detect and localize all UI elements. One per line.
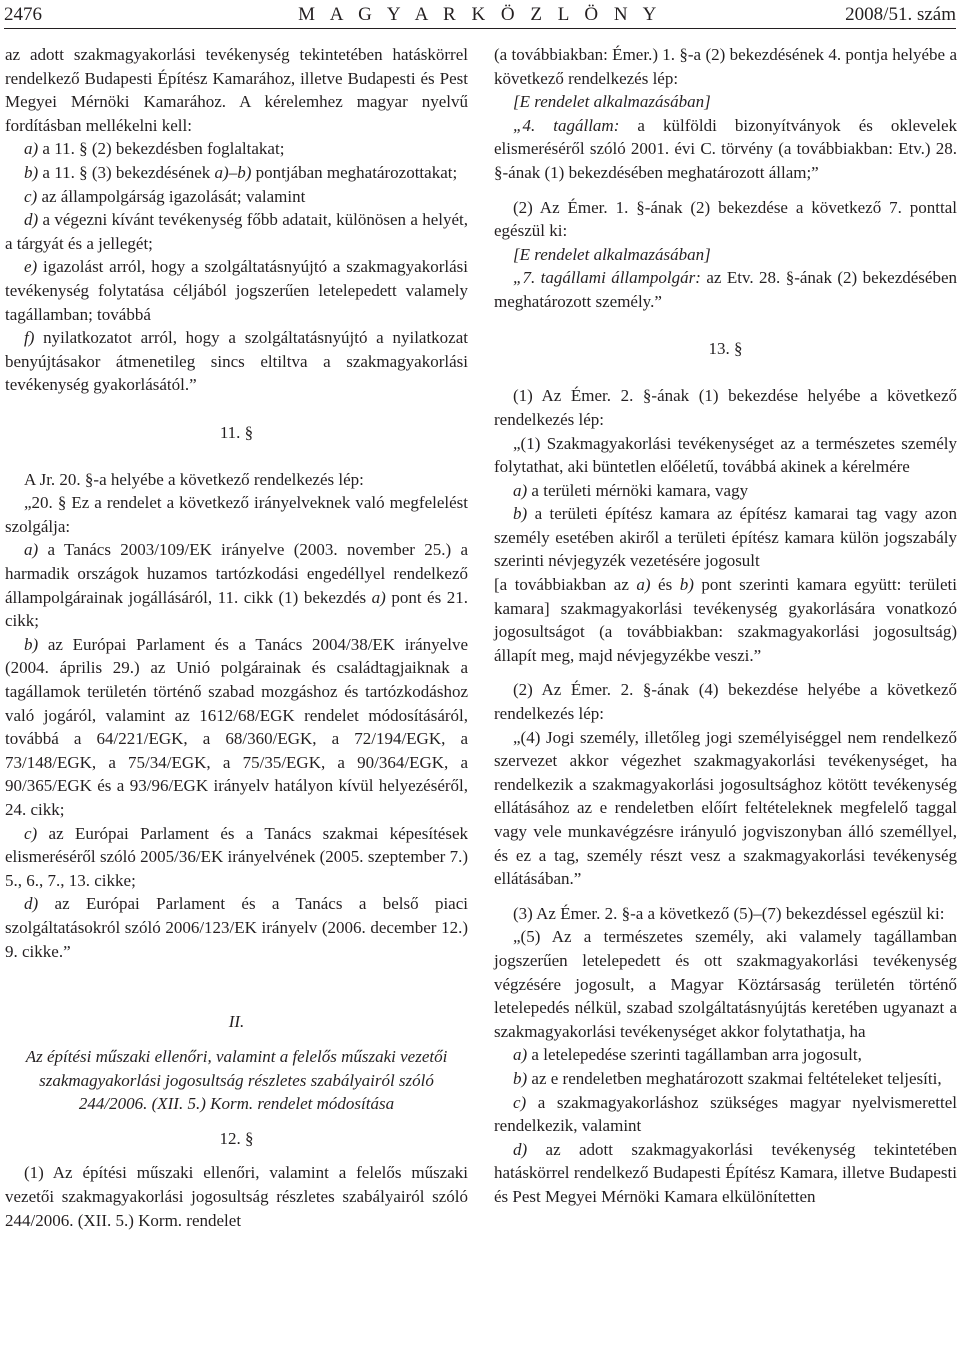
bracket-note: [E rendelet alkalmazásában] <box>513 244 711 264</box>
item-text: az Európai Parlament és a Tanács szakmai képesítések elismeréséről szóló 2005/36/EK irányelvének (2005. szeptember 7.) 5., 6., 7., 13. cikke; <box>5 823 468 890</box>
item-text: az e rendeletben meghatározott szakmai feltételeket teljesíti, <box>527 1068 942 1088</box>
list-item <box>494 1091 957 1138</box>
list-item <box>5 208 468 255</box>
paragraph: „(5) Az a természetes személy, aki valamely tagállamban jogszerűen letelepedett és ott szakmagyakorlási tevékenység végzésére jogosult, a Magyar Köztársaság területén történő letelepedés nélkül, szabad szolgáltatásnyújtás keretében ugyanazt a szakmagyakorlási tevékenységet akkor folytathatja, ha <box>494 927 957 1041</box>
list-item <box>5 633 468 822</box>
paragraph <box>494 266 957 313</box>
item-letter: f) <box>24 328 35 348</box>
paragraph: (1) Az Émer. 2. §-ának (1) bekezdése helyébe a következő rendelkezés lép: <box>494 386 957 429</box>
paragraph: (1) Az építési műszaki ellenőri, valamint a felelős műszaki vezetői szakmagyakorlási jogosultság részletes szabályairól szóló 244/2006. (XII. 5.) Korm. rendelet <box>5 1163 468 1230</box>
item-ref: a) <box>371 587 386 607</box>
item-ref: a)–b) <box>214 162 252 182</box>
item-letter: c) <box>24 186 38 206</box>
page-number: 2476 <box>4 4 42 25</box>
list-item <box>5 892 468 963</box>
section-heading: 11. § <box>219 422 254 442</box>
item-letter: b) <box>513 1068 528 1088</box>
item-text: pont és 21. cikk; <box>5 587 468 631</box>
paragraph <box>494 573 957 667</box>
item-text: pont szerinti kamara együtt: területi kamara] szakmagyakorlási tevékenység gyakorlására vonatkozó jogosultságot (a továbbiakban: szakmagyakorlási jogosultság) állapít meg, majd névjegyzékbe veszi.” <box>494 575 957 665</box>
list-item <box>5 185 468 209</box>
item-letter: b) <box>513 504 528 524</box>
item-text: pontjában meghatározottakat; <box>251 162 458 182</box>
item-letter: d) <box>24 210 39 230</box>
item-text: a területi építész kamara az építész kamarai tag vagy azon személy esetében akiről a területi építész kamara külön jogszabály szerinti névjegyzék vezetésére jogosult <box>494 504 957 571</box>
item-text: az Etv. 28. §-ának (2) bekezdésében meghatározott személy.” <box>494 268 957 311</box>
list-item <box>5 161 468 185</box>
paragraph: az adott szakmagyakorlási tevékenység tekintetében hatáskörrel rendelkező Budapesti Építész Kamarához, illetve Budapesti és Pest Megyei Mérnöki Kamarához. A kérelemhez magyar nyelvű fordításban mellékelni kell: <box>5 45 468 135</box>
paragraph: A Jr. 20. §-a helyébe a következő rendelkezés lép: <box>24 469 364 489</box>
item-text: a külföldi bizonyítványok és oklevelek elismeréséről szóló 2001. évi C. törvény (a továbbiakban: Etv.) 28. §-ának (1) bekezdésében meghatározott állam;” <box>494 115 958 182</box>
section-heading: 12. § <box>219 1128 254 1148</box>
item-text: a területi mérnöki kamara, vagy <box>527 480 749 500</box>
item-text: a 11. § (3) bekezdésének <box>38 162 215 182</box>
list-item <box>494 1067 957 1091</box>
list-item <box>5 822 468 893</box>
left-column <box>5 43 468 1232</box>
chapter-heading: II. <box>228 1012 245 1032</box>
paragraph: (3) Az Émer. 2. §-a a következő (5)–(7) bekezdéssel egészül ki: <box>513 903 945 923</box>
paragraph: „20. § Ez a rendelet a következő irányelveknek való megfelelést szolgálja: <box>5 493 468 536</box>
list-item <box>494 502 957 573</box>
item-text: az adott szakmagyakorlási tevékenység tekintetében hatáskörrel rendelkező Budapesti Építész Kamara, illetve Budapesti és Pest Megyei Mérnöki Kamara elkülönítetten <box>494 1139 957 1206</box>
item-letter: d) <box>24 894 39 914</box>
paragraph <box>494 114 957 185</box>
defined-term: „4. tagállam: <box>513 115 620 135</box>
item-letter: a) <box>24 540 39 560</box>
item-letter: a) <box>24 139 39 159</box>
item-text: a 11. § (2) bekezdésben foglaltakat; <box>38 139 285 159</box>
list-item <box>494 1043 957 1067</box>
section-heading: 13. § <box>708 339 743 359</box>
list-item <box>494 479 957 503</box>
paragraph: (a továbbiakban: Émer.) 1. §-a (2) bekezdésének 4. pontja helyébe a következő rendelkezés lép: <box>494 45 957 88</box>
item-ref: b) <box>679 575 694 595</box>
defined-term: „7. tagállami állampolgár: <box>513 268 701 288</box>
item-letter: b) <box>24 634 39 654</box>
item-letter: d) <box>513 1139 528 1159</box>
item-text: a letelepedése szerinti tagállamban arra jogosult, <box>527 1045 862 1065</box>
paragraph: (2) Az Émer. 2. §-ának (4) bekezdése helyébe a következő rendelkezés lép: <box>494 680 957 724</box>
item-text: az Európai Parlament és a Tanács 2004/38/EK irányelve (2004. április 29.) az Unió polgárainak és családtagjaiknak a tagállamok területén történő szabad mozgáshoz és tartózkodáshoz való jogáról, valamint az 1612/68/EGK rendelet módosításáról, továbbá a 64/221/EGK, a 68/360/EGK, a 72/194/EGK, a 73/148/EGK, a 75/34/EGK, a 75/35/EGK, a 90/364/EGK, a 90/365/EGK és a 93/96/EGK irányelv hatályon kívül helyezéséről, 24. cikk; <box>5 634 468 819</box>
issue-number: 2008/51. szám <box>845 4 956 25</box>
list-item <box>5 538 468 632</box>
item-text: a végezni kívánt tevékenység főbb adatait, különösen a helyét, a tárgyát és a jellegét; <box>5 210 468 253</box>
item-text: és <box>650 575 680 595</box>
item-text: az Európai Parlament és a Tanács a belső piaci szolgáltatásokról szóló 2006/123/EK irányelv (2006. december 12.) 9. cikke.” <box>5 894 468 961</box>
item-text: az állampolgárság igazolását; valamint <box>37 186 306 206</box>
item-letter: e) <box>24 257 38 277</box>
chapter-title: Az építési műszaki ellenőri, valamint a felelős műszaki vezetői szakmagyakorlási jogosultság részletes szabályairól szóló 244/2006. (XII. 5.) Korm. rendelet módosítása <box>25 1046 448 1114</box>
header-rule <box>4 28 956 29</box>
item-text: [a továbbiakban az <box>494 575 637 595</box>
paragraph: „(1) Szakmagyakorlási tevékenységet az a természetes személy folytathat, aki büntetlen előéletű, továbbá akinek a kérelmére <box>494 433 957 477</box>
paragraph: (2) Az Émer. 1. §-ának (2) bekezdése a következő 7. ponttal egészül ki: <box>494 197 957 241</box>
item-ref: a) <box>636 575 651 595</box>
item-letter: c) <box>24 823 38 843</box>
item-letter: c) <box>513 1092 527 1112</box>
list-item <box>5 255 468 326</box>
item-letter: a) <box>513 480 528 500</box>
page-header <box>4 4 956 26</box>
item-text: a Tanács 2003/109/EK irányelve (2003. november 25.) a harmadik országok huzamos tartózkodási engedéllyel rendelkező állampolgárainak jogállásáról, 11. cikk (1) bekezdés <box>5 540 468 607</box>
item-text: a szakmagyakorláshoz szükséges magyar nyelvismerettel rendelkezik, valamint <box>494 1092 957 1136</box>
list-item <box>5 137 468 161</box>
item-letter: a) <box>513 1045 528 1065</box>
list-item <box>5 326 468 397</box>
journal-title: M A G Y A R K Ö Z L Ö N Y <box>298 4 662 25</box>
item-text: igazolást arról, hogy a szolgáltatásnyújtó a szakmagyakorlási tevékenység folytatása céljából jogszerűen letelepedett valamely tagállamban; továbbá <box>5 257 468 324</box>
item-letter: b) <box>24 162 39 182</box>
right-column <box>494 43 957 1209</box>
paragraph: „(4) Jogi személy, illetőleg jogi személyiséggel nem rendelkező szervezet akkor végezhet szakmagyakorlási tevékenységet, ha rendelkezik a szakmagyakorlási jogosultsághoz kötött tevékenység ellátásához az e rendeletben előírt feltételeknek megfelelő taggal vagy vele munkavégzésre irányuló jogviszonyban álló személlyel, és ez a tag, személy részt vesz a szakmagyakorlási tevékenység ellátásában.” <box>494 727 957 889</box>
list-item <box>494 1138 957 1209</box>
bracket-note: [E rendelet alkalmazásában] <box>513 92 711 112</box>
item-text: nyilatkozatot arról, hogy a szolgáltatásnyújtó a nyilatkozat benyújtásakor átmenetileg sincs eltiltva a szakmagyakorlási tevékenység gyakorlásától.” <box>5 328 468 395</box>
